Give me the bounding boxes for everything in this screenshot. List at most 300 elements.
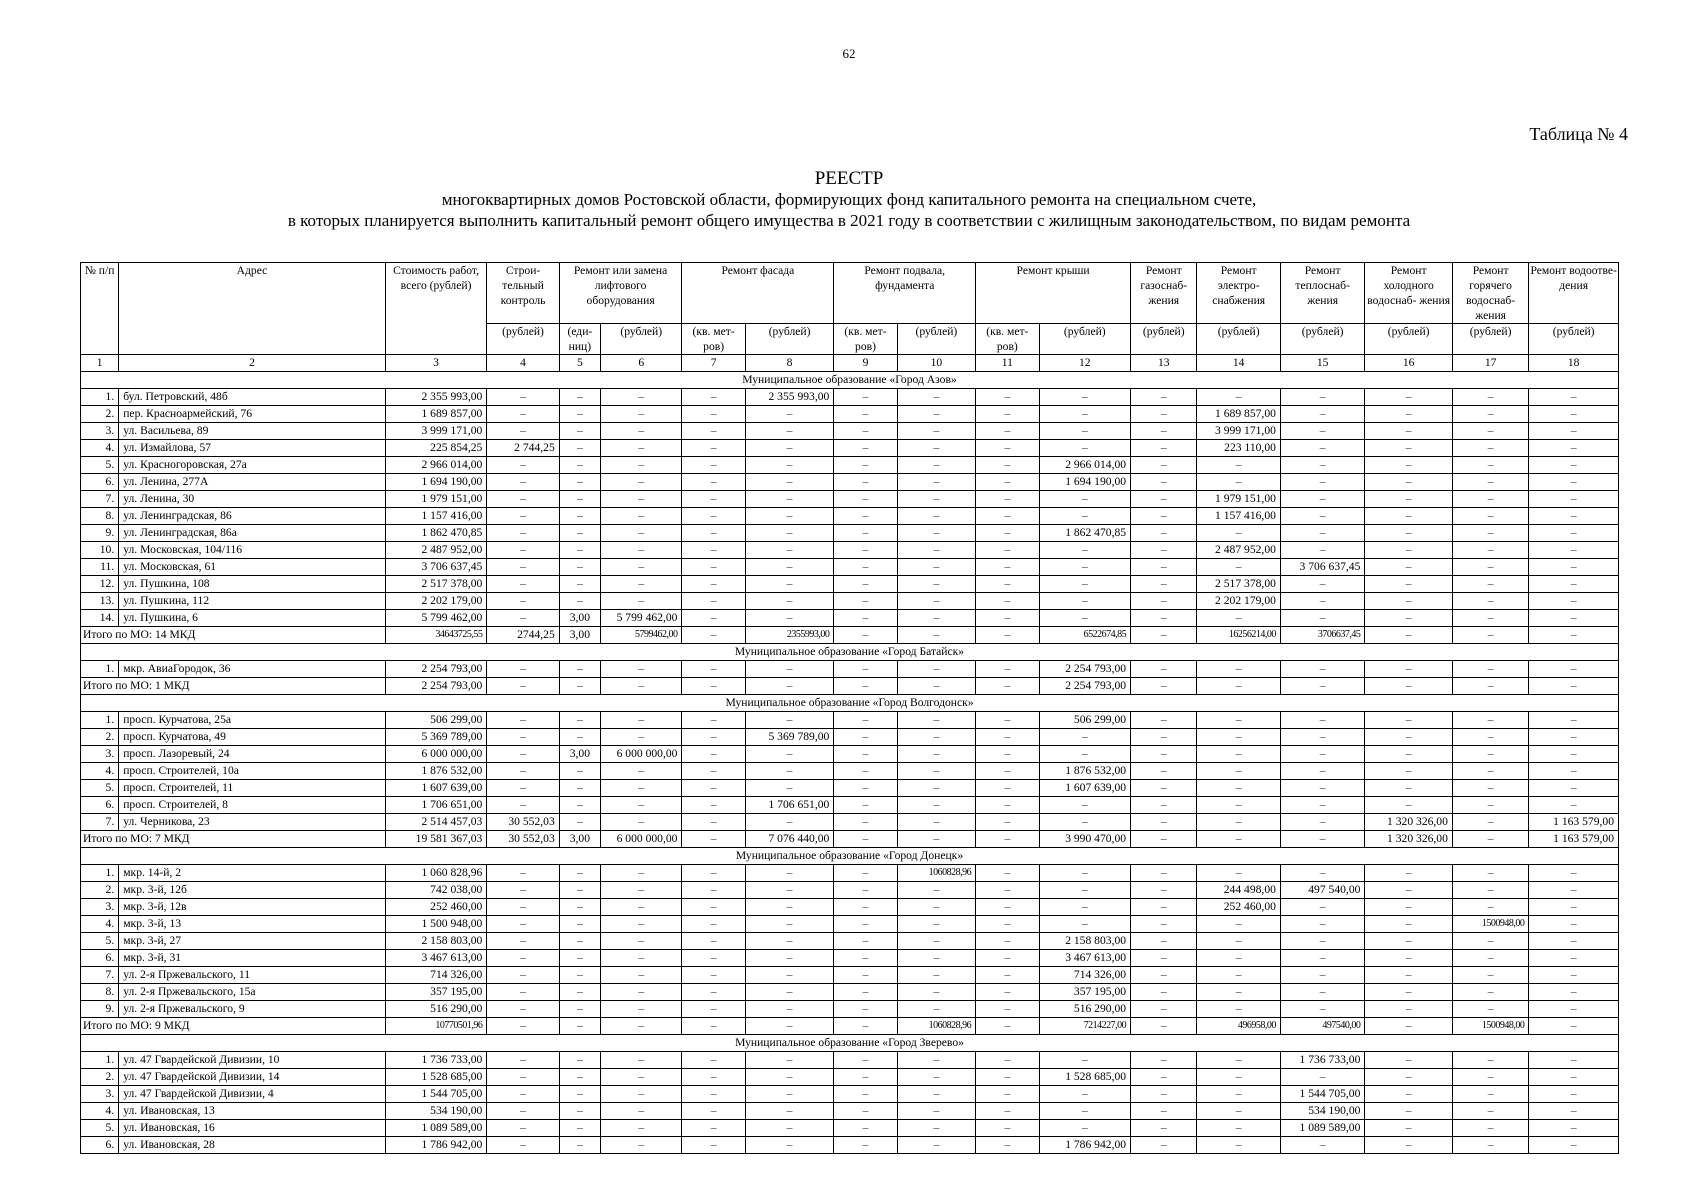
value-cell: – bbox=[600, 780, 681, 797]
unit-facade-m: (кв. мет- ров) bbox=[682, 324, 745, 355]
table-row bbox=[81, 1120, 1619, 1137]
total-cell: – bbox=[834, 627, 897, 644]
municipality-row bbox=[81, 1035, 1619, 1052]
value-cell: – bbox=[1131, 508, 1197, 525]
value-cell: 1 706 651,00 bbox=[745, 797, 834, 814]
value-cell: – bbox=[559, 882, 600, 899]
value-cell: – bbox=[976, 1137, 1039, 1154]
header-sewer: Ремонт водоотве- дения bbox=[1529, 263, 1619, 324]
value-cell: – bbox=[600, 729, 681, 746]
value-cell: – bbox=[897, 593, 975, 610]
value-cell: – bbox=[1365, 950, 1453, 967]
value-cell: – bbox=[1365, 1069, 1453, 1086]
column-number: 3 bbox=[385, 355, 487, 372]
value-cell: – bbox=[1365, 491, 1453, 508]
value-cell: – bbox=[1131, 1001, 1197, 1018]
value-cell: – bbox=[600, 1069, 681, 1086]
value-cell: – bbox=[682, 542, 745, 559]
value-cell: – bbox=[976, 559, 1039, 576]
value-cell: – bbox=[600, 1103, 681, 1120]
total-cell: 7214227,00 bbox=[1039, 1018, 1131, 1035]
value-cell: – bbox=[600, 950, 681, 967]
address-cell: мкр. 3-й, 12в bbox=[119, 899, 386, 916]
row-number: 7. bbox=[81, 814, 119, 831]
value-cell: – bbox=[976, 729, 1039, 746]
value-cell: – bbox=[1365, 610, 1453, 627]
address-cell: ул. Ленина, 30 bbox=[119, 491, 386, 508]
value-cell: – bbox=[834, 899, 897, 916]
value-cell: – bbox=[745, 950, 834, 967]
value-cell: – bbox=[897, 440, 975, 457]
table-row bbox=[81, 729, 1619, 746]
total-cell: – bbox=[1197, 831, 1280, 848]
table-row bbox=[81, 593, 1619, 610]
value-cell: – bbox=[1452, 423, 1528, 440]
value-cell: – bbox=[682, 491, 745, 508]
value-cell: – bbox=[487, 712, 559, 729]
total-cell: 3,00 bbox=[559, 627, 600, 644]
value-cell: – bbox=[834, 865, 897, 882]
column-number: 18 bbox=[1529, 355, 1619, 372]
total-cell: 19 581 367,03 bbox=[385, 831, 487, 848]
value-cell: – bbox=[1131, 916, 1197, 933]
value-cell: – bbox=[1529, 525, 1619, 542]
value-cell: – bbox=[1131, 780, 1197, 797]
value-cell: – bbox=[834, 746, 897, 763]
value-cell: – bbox=[1197, 457, 1280, 474]
unit-gas: (рублей) bbox=[1131, 324, 1197, 355]
total-cell: – bbox=[1131, 831, 1197, 848]
value-cell: – bbox=[1131, 899, 1197, 916]
value-cell: – bbox=[834, 814, 897, 831]
total-cell: – bbox=[834, 831, 897, 848]
value-cell: – bbox=[897, 559, 975, 576]
value-cell: – bbox=[1452, 882, 1528, 899]
value-cell: – bbox=[1131, 746, 1197, 763]
value-cell: – bbox=[487, 1120, 559, 1137]
value-cell: – bbox=[559, 814, 600, 831]
value-cell: – bbox=[897, 1069, 975, 1086]
value-cell: – bbox=[600, 899, 681, 916]
address-cell: ул. Ивановская, 13 bbox=[119, 1103, 386, 1120]
value-cell: – bbox=[976, 780, 1039, 797]
value-cell: – bbox=[559, 865, 600, 882]
address-cell: бул. Петровский, 48б bbox=[119, 389, 386, 406]
value-cell: – bbox=[600, 423, 681, 440]
value-cell: – bbox=[1039, 593, 1131, 610]
value-cell: 1 528 685,00 bbox=[1039, 1069, 1131, 1086]
value-cell: – bbox=[1529, 508, 1619, 525]
total-cell: – bbox=[745, 678, 834, 695]
row-number: 1. bbox=[81, 389, 119, 406]
row-number: 2. bbox=[81, 1069, 119, 1086]
address-cell: ул. 2-я Пржевальского, 15а bbox=[119, 984, 386, 1001]
value-cell: 534 190,00 bbox=[385, 1103, 487, 1120]
value-cell: – bbox=[1365, 712, 1453, 729]
value-cell: 2 158 803,00 bbox=[1039, 933, 1131, 950]
address-cell: ул. Ивановская, 16 bbox=[119, 1120, 386, 1137]
value-cell: – bbox=[834, 457, 897, 474]
row-number: 14. bbox=[81, 610, 119, 627]
value-cell: 516 290,00 bbox=[385, 1001, 487, 1018]
value-cell: 2 355 993,00 bbox=[745, 389, 834, 406]
row-number: 6. bbox=[81, 950, 119, 967]
value-cell: – bbox=[745, 610, 834, 627]
value-cell: – bbox=[976, 865, 1039, 882]
value-cell: 1 607 639,00 bbox=[385, 780, 487, 797]
value-cell: – bbox=[1039, 899, 1131, 916]
value-cell: 2 517 378,00 bbox=[1197, 576, 1280, 593]
value-cell: – bbox=[682, 610, 745, 627]
table-row bbox=[81, 916, 1619, 933]
value-cell: – bbox=[559, 559, 600, 576]
value-cell: – bbox=[1280, 763, 1364, 780]
total-cell: 1060828,96 bbox=[897, 1018, 975, 1035]
table-row bbox=[81, 1001, 1619, 1018]
value-cell: – bbox=[1452, 661, 1528, 678]
total-cell: 6522674,85 bbox=[1039, 627, 1131, 644]
value-cell: 3,00 bbox=[559, 610, 600, 627]
value-cell: – bbox=[682, 1103, 745, 1120]
value-cell: 1 163 579,00 bbox=[1529, 814, 1619, 831]
value-cell: – bbox=[682, 916, 745, 933]
value-cell: – bbox=[1452, 559, 1528, 576]
value-cell: – bbox=[600, 542, 681, 559]
value-cell: – bbox=[1131, 1103, 1197, 1120]
value-cell: 1 544 705,00 bbox=[1280, 1086, 1364, 1103]
value-cell: – bbox=[897, 525, 975, 542]
value-cell: 2 202 179,00 bbox=[385, 593, 487, 610]
value-cell: – bbox=[487, 593, 559, 610]
value-cell: – bbox=[600, 576, 681, 593]
address-cell: ул. 47 Гвардейской Дивизии, 10 bbox=[119, 1052, 386, 1069]
table-row bbox=[81, 491, 1619, 508]
value-cell: – bbox=[897, 610, 975, 627]
value-cell: – bbox=[1365, 882, 1453, 899]
value-cell: 516 290,00 bbox=[1039, 1001, 1131, 1018]
value-cell: – bbox=[487, 508, 559, 525]
value-cell: – bbox=[976, 763, 1039, 780]
value-cell: – bbox=[487, 474, 559, 491]
value-cell: – bbox=[834, 1052, 897, 1069]
value-cell: – bbox=[1529, 797, 1619, 814]
value-cell: – bbox=[976, 389, 1039, 406]
value-cell: – bbox=[559, 542, 600, 559]
value-cell: 5 799 462,00 bbox=[600, 610, 681, 627]
address-cell: мкр. 3-й, 27 bbox=[119, 933, 386, 950]
total-cell: – bbox=[976, 1018, 1039, 1035]
address-cell: мкр. 14-й, 2 bbox=[119, 865, 386, 882]
value-cell: – bbox=[1039, 916, 1131, 933]
value-cell: – bbox=[1039, 491, 1131, 508]
address-cell: ул. 47 Гвардейской Дивизии, 4 bbox=[119, 1086, 386, 1103]
value-cell: – bbox=[1280, 780, 1364, 797]
value-cell: – bbox=[1452, 491, 1528, 508]
value-cell: 6 000 000,00 bbox=[385, 746, 487, 763]
value-cell: – bbox=[834, 610, 897, 627]
value-cell: – bbox=[487, 406, 559, 423]
total-cell: – bbox=[1197, 678, 1280, 695]
value-cell: – bbox=[600, 865, 681, 882]
page-number: 62 bbox=[842, 46, 856, 61]
value-cell: – bbox=[1131, 814, 1197, 831]
value-cell: – bbox=[1529, 593, 1619, 610]
value-cell: – bbox=[1197, 814, 1280, 831]
value-cell: – bbox=[487, 780, 559, 797]
value-cell: – bbox=[682, 933, 745, 950]
value-cell: – bbox=[559, 763, 600, 780]
value-cell: – bbox=[682, 967, 745, 984]
column-number: 14 bbox=[1197, 355, 1280, 372]
value-cell: – bbox=[745, 542, 834, 559]
value-cell: – bbox=[745, 746, 834, 763]
total-cell: 6 000 000,00 bbox=[600, 831, 681, 848]
table-row bbox=[81, 933, 1619, 950]
row-number: 8. bbox=[81, 984, 119, 1001]
value-cell: – bbox=[682, 746, 745, 763]
value-cell: 1 786 942,00 bbox=[385, 1137, 487, 1154]
value-cell: – bbox=[834, 1137, 897, 1154]
table-row bbox=[81, 797, 1619, 814]
table-row bbox=[81, 525, 1619, 542]
value-cell: – bbox=[897, 1137, 975, 1154]
value-cell: – bbox=[682, 423, 745, 440]
value-cell: – bbox=[1365, 1052, 1453, 1069]
value-cell: – bbox=[897, 661, 975, 678]
value-cell: – bbox=[487, 1137, 559, 1154]
value-cell: – bbox=[1529, 1069, 1619, 1086]
header-facade: Ремонт фасада bbox=[682, 263, 834, 324]
total-label: Итого по МО: 1 МКД bbox=[81, 678, 386, 695]
row-number: 11. bbox=[81, 559, 119, 576]
total-cell: – bbox=[897, 831, 975, 848]
value-cell: – bbox=[1197, 729, 1280, 746]
row-number: 6. bbox=[81, 474, 119, 491]
value-cell: – bbox=[559, 1137, 600, 1154]
value-cell: – bbox=[1197, 984, 1280, 1001]
value-cell: – bbox=[487, 933, 559, 950]
value-cell: – bbox=[682, 1069, 745, 1086]
value-cell: – bbox=[600, 457, 681, 474]
value-cell: – bbox=[1280, 729, 1364, 746]
value-cell: – bbox=[559, 576, 600, 593]
value-cell: – bbox=[1280, 406, 1364, 423]
value-cell: – bbox=[559, 712, 600, 729]
header-num: № п/п bbox=[81, 263, 119, 355]
column-number: 4 bbox=[487, 355, 559, 372]
row-number: 10. bbox=[81, 542, 119, 559]
value-cell: – bbox=[1452, 1103, 1528, 1120]
value-cell: – bbox=[1365, 457, 1453, 474]
value-cell: – bbox=[1131, 389, 1197, 406]
value-cell: – bbox=[976, 933, 1039, 950]
value-cell: – bbox=[682, 780, 745, 797]
value-cell: – bbox=[1280, 440, 1364, 457]
table-row bbox=[81, 763, 1619, 780]
value-cell: – bbox=[1131, 1120, 1197, 1137]
value-cell: – bbox=[1197, 950, 1280, 967]
header-cost: Стоимость работ, всего (рублей) bbox=[385, 263, 487, 355]
value-cell: – bbox=[1365, 1103, 1453, 1120]
value-cell: – bbox=[1280, 865, 1364, 882]
total-cell: 1500948,00 bbox=[1452, 1018, 1528, 1035]
value-cell: – bbox=[976, 1103, 1039, 1120]
value-cell: – bbox=[682, 899, 745, 916]
header-elec: Ремонт электро- снабжения bbox=[1197, 263, 1280, 324]
value-cell: – bbox=[1197, 1001, 1280, 1018]
value-cell: – bbox=[1529, 746, 1619, 763]
value-cell: – bbox=[745, 1086, 834, 1103]
column-number: 2 bbox=[119, 355, 386, 372]
row-number: 1. bbox=[81, 661, 119, 678]
municipality-row bbox=[81, 848, 1619, 865]
value-cell: – bbox=[976, 712, 1039, 729]
address-cell: просп. Строителей, 11 bbox=[119, 780, 386, 797]
value-cell: – bbox=[682, 1001, 745, 1018]
value-cell: – bbox=[1452, 984, 1528, 1001]
value-cell: – bbox=[1280, 610, 1364, 627]
value-cell: – bbox=[1280, 916, 1364, 933]
value-cell: – bbox=[1365, 440, 1453, 457]
address-cell: ул. Ленина, 277А bbox=[119, 474, 386, 491]
value-cell: 2 202 179,00 bbox=[1197, 593, 1280, 610]
value-cell: 1 157 416,00 bbox=[1197, 508, 1280, 525]
value-cell: – bbox=[1131, 729, 1197, 746]
value-cell: – bbox=[1039, 797, 1131, 814]
header-control: Строи- тельный контроль bbox=[487, 263, 559, 324]
value-cell: – bbox=[834, 1120, 897, 1137]
total-cell: – bbox=[1131, 678, 1197, 695]
value-cell: – bbox=[1529, 474, 1619, 491]
row-number: 5. bbox=[81, 933, 119, 950]
header-basement: Ремонт подвала, фундамента bbox=[834, 263, 976, 324]
value-cell: – bbox=[559, 967, 600, 984]
value-cell: – bbox=[1197, 1069, 1280, 1086]
value-cell: – bbox=[1365, 933, 1453, 950]
value-cell: – bbox=[834, 542, 897, 559]
column-number: 15 bbox=[1280, 355, 1364, 372]
total-cell: – bbox=[1529, 678, 1619, 695]
value-cell: – bbox=[976, 440, 1039, 457]
value-cell: 6 000 000,00 bbox=[600, 746, 681, 763]
total-cell: 34643725,55 bbox=[385, 627, 487, 644]
total-label: Итого по МО: 14 МКД bbox=[81, 627, 386, 644]
value-cell: – bbox=[487, 865, 559, 882]
address-cell: ул. 2-я Пржевальского, 9 bbox=[119, 1001, 386, 1018]
value-cell: – bbox=[1452, 576, 1528, 593]
row-number: 4. bbox=[81, 763, 119, 780]
value-cell: – bbox=[745, 712, 834, 729]
column-number: 16 bbox=[1365, 355, 1453, 372]
value-cell: – bbox=[1529, 1086, 1619, 1103]
value-cell: 5 799 462,00 bbox=[385, 610, 487, 627]
row-number: 6. bbox=[81, 797, 119, 814]
value-cell: – bbox=[1197, 797, 1280, 814]
table-row bbox=[81, 984, 1619, 1001]
total-cell: – bbox=[1131, 627, 1197, 644]
value-cell: – bbox=[1039, 1103, 1131, 1120]
value-cell: – bbox=[1365, 576, 1453, 593]
value-cell: – bbox=[682, 593, 745, 610]
value-cell: 742 038,00 bbox=[385, 882, 487, 899]
value-cell: 1 689 857,00 bbox=[1197, 406, 1280, 423]
address-cell: просп. Строителей, 8 bbox=[119, 797, 386, 814]
value-cell: – bbox=[1280, 576, 1364, 593]
header-cold: Ремонт холодного водоснаб- жения bbox=[1365, 263, 1453, 324]
value-cell: – bbox=[834, 593, 897, 610]
municipality-name: Муниципальное образование «Город Волгодонск» bbox=[81, 695, 1619, 712]
unit-control: (рублей) bbox=[487, 324, 559, 355]
value-cell: – bbox=[559, 916, 600, 933]
value-cell: – bbox=[559, 593, 600, 610]
address-cell: мкр. 3-й, 12б bbox=[119, 882, 386, 899]
address-cell: ул. Васильева, 89 bbox=[119, 423, 386, 440]
value-cell: – bbox=[1131, 406, 1197, 423]
value-cell: 1060828,96 bbox=[897, 865, 975, 882]
value-cell: – bbox=[1452, 1052, 1528, 1069]
value-cell: – bbox=[834, 712, 897, 729]
table-row bbox=[81, 1137, 1619, 1154]
column-number: 5 bbox=[559, 355, 600, 372]
column-number: 7 bbox=[682, 355, 745, 372]
total-cell: 1 163 579,00 bbox=[1529, 831, 1619, 848]
value-cell: – bbox=[1365, 916, 1453, 933]
total-cell: 16256214,00 bbox=[1197, 627, 1280, 644]
unit-facade-rub: (рублей) bbox=[745, 324, 834, 355]
value-cell: – bbox=[976, 814, 1039, 831]
row-number: 9. bbox=[81, 525, 119, 542]
value-cell: – bbox=[487, 1103, 559, 1120]
value-cell: – bbox=[682, 950, 745, 967]
value-cell: – bbox=[745, 593, 834, 610]
value-cell: – bbox=[976, 746, 1039, 763]
value-cell: – bbox=[1280, 661, 1364, 678]
value-cell: – bbox=[1197, 865, 1280, 882]
value-cell: – bbox=[559, 797, 600, 814]
value-cell: – bbox=[1452, 865, 1528, 882]
value-cell: – bbox=[1529, 865, 1619, 882]
value-cell: – bbox=[1529, 576, 1619, 593]
value-cell: – bbox=[487, 423, 559, 440]
value-cell: – bbox=[976, 967, 1039, 984]
value-cell: – bbox=[897, 474, 975, 491]
value-cell: 5 369 789,00 bbox=[385, 729, 487, 746]
document-title bbox=[0, 168, 1698, 231]
value-cell: – bbox=[1197, 746, 1280, 763]
value-cell: – bbox=[976, 1069, 1039, 1086]
value-cell: – bbox=[1039, 1086, 1131, 1103]
value-cell: – bbox=[1280, 474, 1364, 491]
value-cell: – bbox=[682, 712, 745, 729]
value-cell: – bbox=[1365, 559, 1453, 576]
address-cell: мкр. 3-й, 31 bbox=[119, 950, 386, 967]
value-cell: – bbox=[559, 389, 600, 406]
value-cell: – bbox=[1365, 661, 1453, 678]
value-cell: – bbox=[600, 389, 681, 406]
value-cell: – bbox=[976, 899, 1039, 916]
table-row bbox=[81, 559, 1619, 576]
table-row bbox=[81, 746, 1619, 763]
value-cell: – bbox=[834, 1103, 897, 1120]
address-cell: ул. Красногоровская, 27а bbox=[119, 457, 386, 474]
value-cell: – bbox=[1039, 423, 1131, 440]
value-cell: – bbox=[1452, 780, 1528, 797]
value-cell: – bbox=[487, 984, 559, 1001]
value-cell: – bbox=[976, 406, 1039, 423]
value-cell: – bbox=[897, 1120, 975, 1137]
value-cell: – bbox=[897, 933, 975, 950]
value-cell: – bbox=[1280, 593, 1364, 610]
